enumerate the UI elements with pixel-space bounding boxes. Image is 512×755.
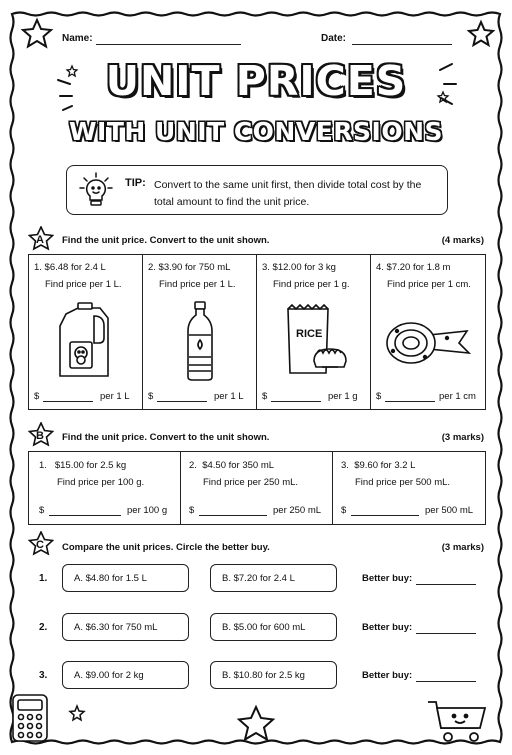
answer-field[interactable] [199,515,267,516]
compare-number: 1. [39,573,48,584]
tip-label: TIP: [125,177,146,189]
answer-unit: per 100 g [127,505,168,516]
option-b[interactable]: B. $7.20 for 2.4 L [210,564,337,592]
option-b[interactable]: B. $10.80 for 2.5 kg [210,661,337,689]
section-b-item [333,452,485,524]
water-bottle-icon [186,301,214,381]
name-field[interactable] [96,44,241,45]
question-prompt: Find price per 100 g. [57,477,145,488]
name-label: Name: [62,33,93,44]
answer-unit: per 1 cm [439,391,476,402]
section-a-letter: A [36,234,44,246]
section-a-instruction: Find the unit price. Convert to the unit shown. [62,235,270,246]
currency-sign: $ [148,391,154,402]
answer-field[interactable] [351,515,419,516]
currency-sign: $ [189,505,195,516]
section-b-item [29,452,181,524]
currency-sign: $ [34,391,40,402]
currency-sign: $ [376,391,382,402]
star-icon [23,20,51,47]
section-b-letter: B [36,430,44,442]
star-icon [70,706,84,720]
section-b-item [181,452,333,524]
section-a-grid [28,254,486,410]
section-c-marks: (3 marks) [441,542,484,553]
question-prompt: Find price per 1 L. [45,279,122,290]
option-a[interactable]: A. $6.30 for 750 mL [62,613,189,641]
rice-label: RICE [296,328,323,340]
better-buy-label: Better buy: [362,670,413,681]
answer-unit: per 250 mL [273,505,322,516]
option-a[interactable]: A. $4.80 for 1.5 L [62,564,189,592]
question-text: 1. $6.48 for 2.4 L [34,262,106,273]
date-field[interactable] [352,44,452,45]
star-icon [469,22,493,45]
question-prompt: Find price per 500 mL. [355,477,451,488]
currency-sign: $ [341,505,347,516]
tip-box [66,165,448,215]
question-prompt: Find price per 250 mL. [203,477,299,488]
section-b-grid [28,451,486,525]
answer-field[interactable] [157,401,207,402]
answer-field[interactable] [385,401,435,402]
section-a-item [257,255,371,409]
section-b-instruction: Find the unit price. Convert to the unit shown. [62,432,270,443]
compare-number: 2. [39,622,48,633]
star-icon [239,707,273,740]
answer-unit: per 1 L [100,391,130,402]
answer-unit: per 1 g [328,391,358,402]
section-b-marks: (3 marks) [441,432,484,443]
question-prompt: Find price per 1 L. [159,279,236,290]
answer-unit: per 500 mL [425,505,474,516]
question-text: 2. $4.50 for 350 mL [189,460,275,471]
tip-text: Convert to the same unit first, then divide total cost by the total amount to find the unit price. [154,179,422,208]
section-a-item [29,255,143,409]
question-text: 2. $3.90 for 750 mL [148,262,231,273]
answer-field[interactable] [49,515,121,516]
answer-field[interactable] [43,401,93,402]
question-prompt: Find price per 1 g. [273,279,350,290]
currency-sign: $ [39,505,45,516]
date-label: Date: [321,33,347,44]
ribbon-roll-icon [385,313,471,369]
better-buy-field[interactable] [416,681,476,682]
shopping-cart-icon [428,702,485,741]
section-a-marks: (4 marks) [441,235,484,246]
better-buy-label: Better buy: [362,622,413,633]
answer-unit: per 1 L [214,391,244,402]
question-text: 3. $9.60 for 3.2 L [341,460,416,471]
better-buy-field[interactable] [416,633,476,634]
question-prompt: Find price per 1 cm. [387,279,471,290]
section-a-item [371,255,485,409]
currency-sign: $ [262,391,268,402]
page-title: UNIT PRICES [105,57,407,105]
question-text: 4. $7.20 for 1.8 m [376,262,451,273]
compare-number: 3. [39,670,48,681]
section-c-letter: C [36,539,44,551]
calculator-icon [13,695,47,741]
milk-jug-icon [56,302,112,380]
rice-bag-icon [284,303,350,379]
option-b[interactable]: B. $5.00 for 600 mL [210,613,337,641]
section-c-instruction: Compare the unit prices. Circle the better buy. [62,542,270,553]
better-buy-label: Better buy: [362,573,413,584]
better-buy-field[interactable] [416,584,476,585]
answer-field[interactable] [271,401,321,402]
section-a-item [143,255,257,409]
option-a[interactable]: A. $9.00 for 2 kg [62,661,189,689]
page-subtitle: WITH UNIT CONVERSIONS [68,117,444,146]
question-text: 3. $12.00 for 3 kg [262,262,336,273]
question-text: 1. $15.00 for 2.5 kg [39,460,127,471]
lightbulb-icon [79,172,113,210]
